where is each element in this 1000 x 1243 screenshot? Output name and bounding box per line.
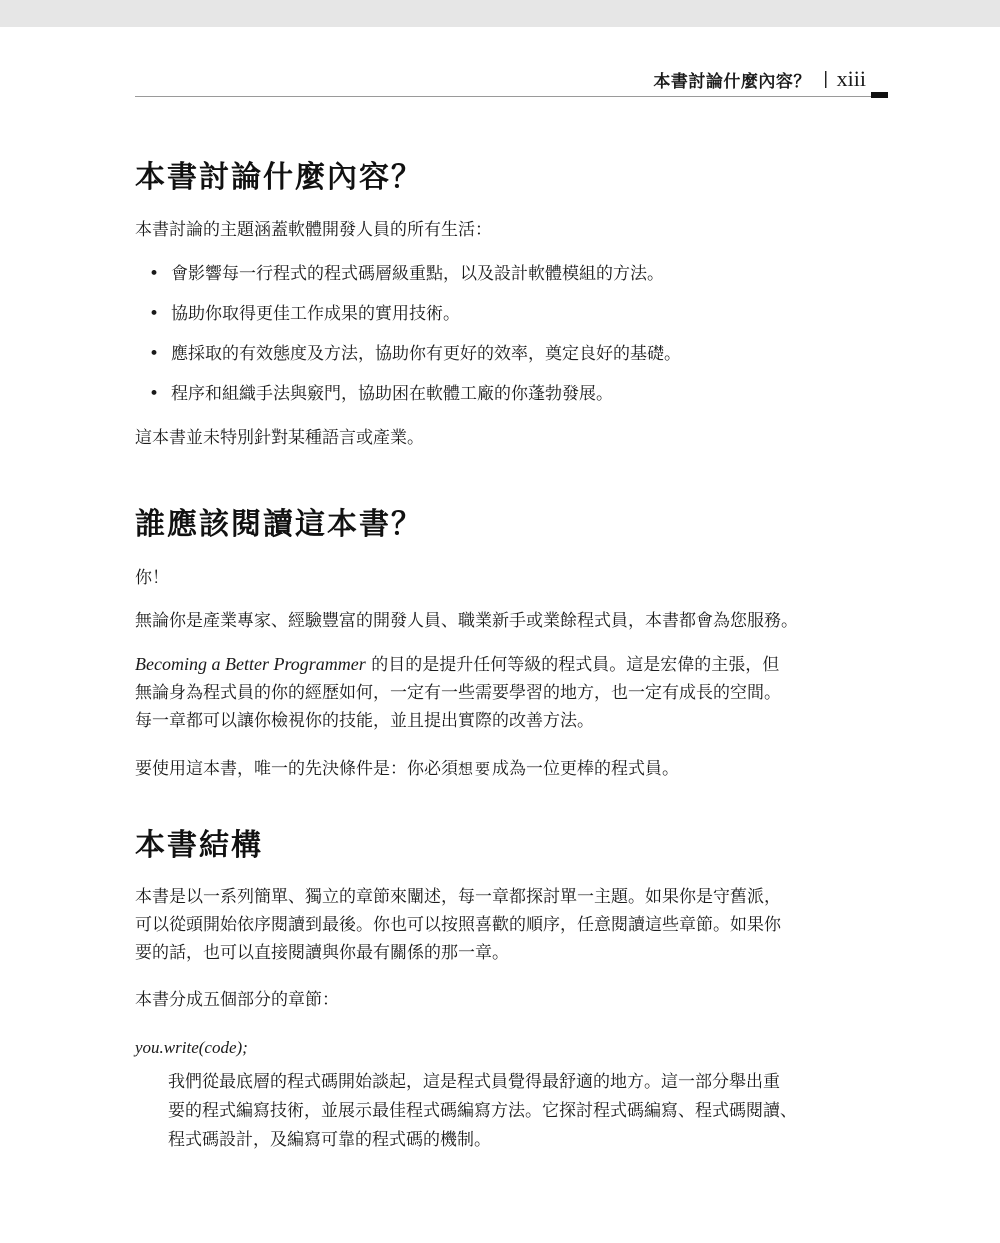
part-description [168,1068,888,1155]
page-number: xiii [836,66,866,91]
bullet-icon: • [149,304,160,324]
top-margin-bar [0,0,1000,27]
list-item-text: 程序和組織手法與竅門，協助困在軟體工廠的你蓬勃發展。 [171,384,613,404]
section3-p2: 本書分成五個部分的章節： [135,990,339,1010]
section2-p2: 無論你是產業專家、經驗豐富的開發人員、職業新手或業餘程式員，本書都會為您服務。 [135,611,798,631]
section3-p1-line: 本書是以一系列簡單、獨立的章節來闡述，每一章都探討單一主題。如果你是守舊派， [135,887,781,907]
emphasis-text: 想要 [458,760,493,778]
section2-p4-after: 成為一位更棒的程式員。 [492,759,680,779]
section2-p3-line [135,650,888,679]
list-item [135,379,888,419]
list-item-text: 協助你取得更佳工作成果的實用技術。 [171,304,460,324]
list-item [135,259,888,299]
header-marker-block [871,92,888,98]
section1-closing: 這本書並未特別針對某種語言或產業。 [135,428,424,448]
bullet-icon: • [149,344,160,364]
part-description-line: 我們從最底層的程式碼開始談起，這是程式員覺得最舒適的地方。這一部分舉出重 [168,1072,780,1092]
bullet-icon: • [149,264,160,284]
section2-p3-line: 每一章都可以讓你檢視你的技能，並且提出實際的改善方法。 [135,711,594,731]
section2-p1: 你！ [135,568,169,588]
list-item [135,339,888,379]
list-item-text: 會影響每一行程式的程式碼層級重點，以及設計軟體模組的方法。 [171,264,664,284]
section3-p1-line: 可以從頭開始依序閱讀到最後。你也可以按照喜歡的順序，任意閱讀這些章節。如果你 [135,915,781,935]
topics-list [135,259,888,419]
part-description-line: 程式碼設計，及編寫可靠的程式碼的機制。 [168,1130,491,1150]
section3-p1 [135,883,888,967]
section2-p4 [135,754,888,784]
section-heading-book-structure: 本書結構 [135,828,263,863]
part-term: you.write(code); [135,1038,248,1057]
header-rule [135,96,871,97]
running-head-separator: | [822,69,829,89]
running-head [653,66,866,92]
section3-p1-line: 要的話，也可以直接閱讀與你最有關係的那一章。 [135,943,509,963]
book-title: Becoming a Better Programmer [135,654,366,674]
list-item-text: 應採取的有效態度及方法，協助你有更好的效率，奠定良好的基礎。 [171,344,681,364]
section2-p3-line: 無論身為程式員的你的經歷如何，一定有一些需要學習的地方，也一定有成長的空間。 [135,683,781,703]
section2-p4-before: 要使用這本書，唯一的先決條件是：你必須 [135,759,458,779]
running-head-title: 本書討論什麼內容？ [653,71,811,92]
section-heading-what-covers: 本書討論什麼內容？ [135,160,423,195]
section1-intro: 本書討論的主題涵蓋軟體開發人員的所有生活： [135,220,492,240]
list-item [135,299,888,339]
section2-p3 [135,650,888,735]
part-description-line: 要的程式編寫技術，並展示最佳程式碼編寫方法。它探討程式碼編寫、程式碼閱讀、 [168,1101,797,1121]
section-heading-who-should-read: 誰應該閱讀這本書？ [135,507,423,542]
bullet-icon: • [149,384,160,404]
section2-p3-line1-text: 的目的是提升任何等級的程式員。這是宏偉的主張，但 [365,655,780,675]
